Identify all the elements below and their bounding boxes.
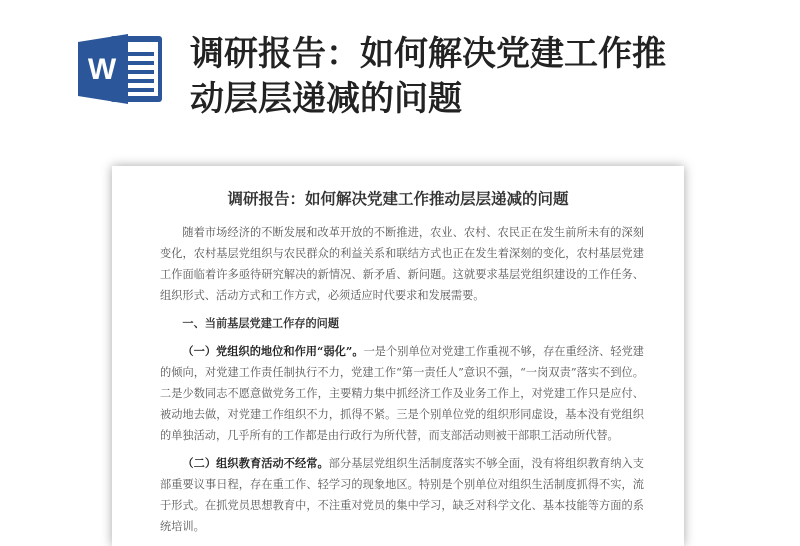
word-icon — [76, 32, 164, 106]
paragraph-2 — [160, 453, 644, 537]
document-body — [160, 222, 644, 537]
document-page — [112, 166, 684, 546]
word-icon-letter: W — [87, 53, 117, 86]
document-title: 调研报告：如何解决党建工作推动层层递减的问题 — [227, 189, 569, 208]
page-title-line2: 动层层递减的问题 — [190, 79, 462, 119]
paragraph-1 — [160, 341, 644, 446]
paragraph-2-lead: （二）组织教育活动不经常。 — [182, 456, 329, 470]
intro-paragraph: 随着市场经济的不断发展和改革开放的不断推进，农业、农村、农民正在发生前所未有的深刻变化，农村基层党组织与农民群众的利益关系和联结方式也正在发生着深刻的变化，农村基层党建工作面临着许多亟待研究解决的新情况、新矛盾、新问题。这就要求基层党组织建设的工作任务、组织形式、活动方式和工作方式，必须适应时代要求和发展需要。 — [160, 226, 644, 302]
page-title-line1: 调研报告：如何解决党建工作推 — [190, 34, 666, 74]
page-title — [190, 32, 750, 122]
paragraph-2-text: 部分基层党组织生活制度落实不够全面，没有将组织教育纳入支部重要议事日程，存在重工作、轻学习的现象地区。特别是个别单位对组织生活制度抓得不实，流于形式。在抓党员思想教育中，不注重对党员的集中学习，缺乏对科学文化、基本技能等方面的系统培训。 — [160, 457, 644, 533]
section-heading: 一、当前基层党建工作存的问题 — [182, 316, 340, 330]
paragraph-1-text: 一是个别单位对党建工作重视不够，存在重经济、轻党建的倾向，对党建工作责任制执行不力，党建工作“第一责任人”意识不强，“一岗双责”落实不到位。二是少数同志不愿意做党务工作，主要精力集中抓经济工作及业务工作上，对党建工作只是应付、被动地去做，对党建工作组织不力，抓得不紧。三是个别单位党的组织形同虚设，基本没有党组织的单独活动，几乎所有的工作都是由行政行为所代替，而支部活动则被干部职工活动所代替。 — [160, 345, 644, 442]
paragraph-1-lead: （一）党组织的地位和作用“弱化”。 — [182, 344, 364, 358]
